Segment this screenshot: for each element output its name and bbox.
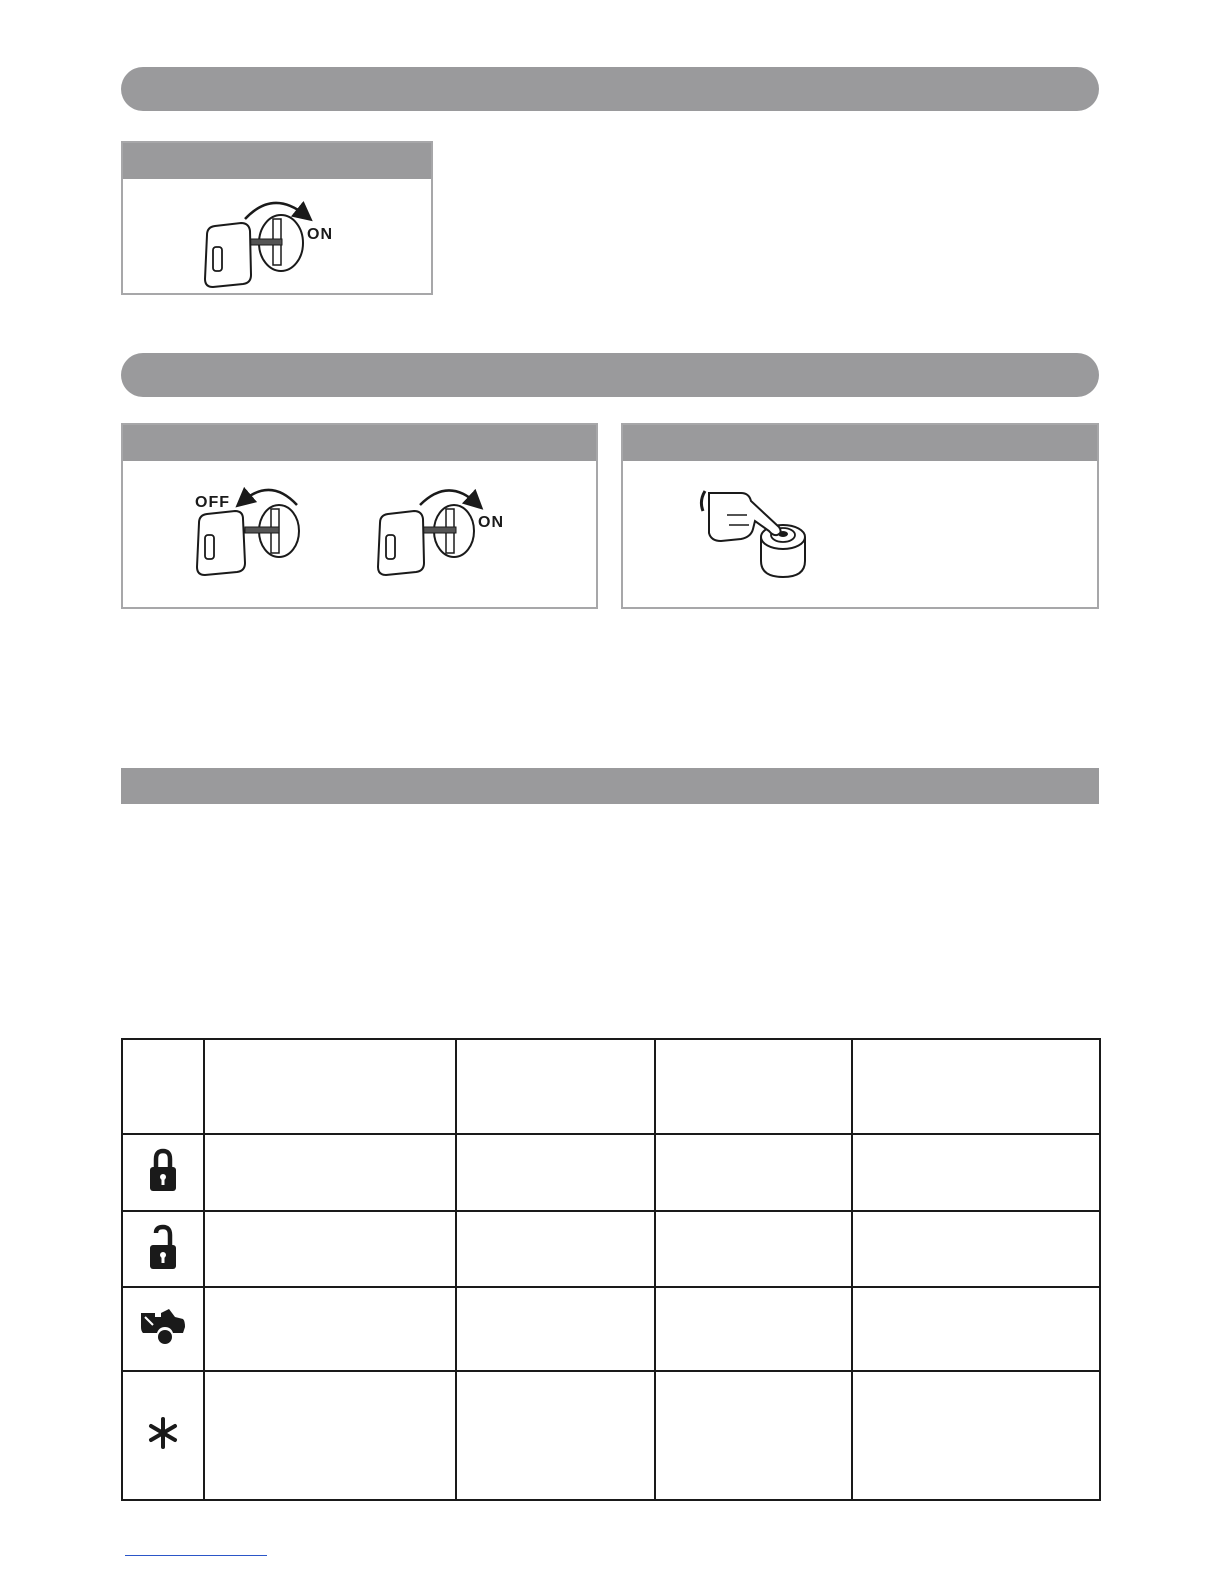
table-cell — [204, 1134, 456, 1211]
table-cell — [204, 1211, 456, 1287]
panel-header — [123, 143, 431, 179]
section-title-bar — [121, 768, 1099, 804]
key-off-on-panel — [121, 423, 598, 609]
ignition-key-off-illustration — [185, 477, 315, 587]
asterisk-icon — [146, 1416, 180, 1450]
panel-header — [123, 425, 596, 461]
table-cell — [456, 1134, 655, 1211]
ignition-key-on-illustration — [193, 187, 363, 297]
remote-button-table — [121, 1038, 1101, 1501]
table-row — [122, 1134, 1100, 1211]
table-cell — [852, 1039, 1100, 1134]
table-cell — [122, 1287, 204, 1371]
table-cell — [655, 1371, 852, 1500]
table-cell — [122, 1211, 204, 1287]
unlock-icon — [148, 1223, 178, 1271]
table-cell — [655, 1134, 852, 1211]
section-header-bar — [121, 67, 1099, 111]
off-label: OFF — [195, 494, 230, 511]
table-cell — [655, 1039, 852, 1134]
table-row — [122, 1371, 1100, 1500]
key-on-panel — [121, 141, 433, 295]
table-cell — [204, 1287, 456, 1371]
table-cell — [655, 1211, 852, 1287]
table-cell — [655, 1287, 852, 1371]
ignition-key-on-illustration — [366, 477, 536, 587]
table-cell — [852, 1287, 1100, 1371]
push-button-panel — [621, 423, 1099, 609]
table-cell — [122, 1371, 204, 1500]
table-cell — [852, 1371, 1100, 1500]
lock-icon — [148, 1147, 178, 1193]
on-label: ON — [307, 226, 333, 243]
table-cell — [122, 1134, 204, 1211]
table-cell — [204, 1371, 456, 1500]
table-cell — [122, 1039, 204, 1134]
table-cell — [204, 1039, 456, 1134]
panel-header — [623, 425, 1097, 461]
trunk-release-icon — [139, 1307, 187, 1347]
footer-link-underline[interactable] — [125, 1555, 267, 1556]
table-row — [122, 1211, 1100, 1287]
on-label: ON — [478, 514, 504, 531]
table-cell — [456, 1287, 655, 1371]
finger-press-button-illustration — [691, 481, 821, 581]
table-cell — [852, 1134, 1100, 1211]
table-cell — [456, 1211, 655, 1287]
table-row — [122, 1287, 1100, 1371]
table-cell — [456, 1371, 655, 1500]
table-header-row — [122, 1039, 1100, 1134]
table-cell — [456, 1039, 655, 1134]
table-cell — [852, 1211, 1100, 1287]
section-header-bar — [121, 353, 1099, 397]
